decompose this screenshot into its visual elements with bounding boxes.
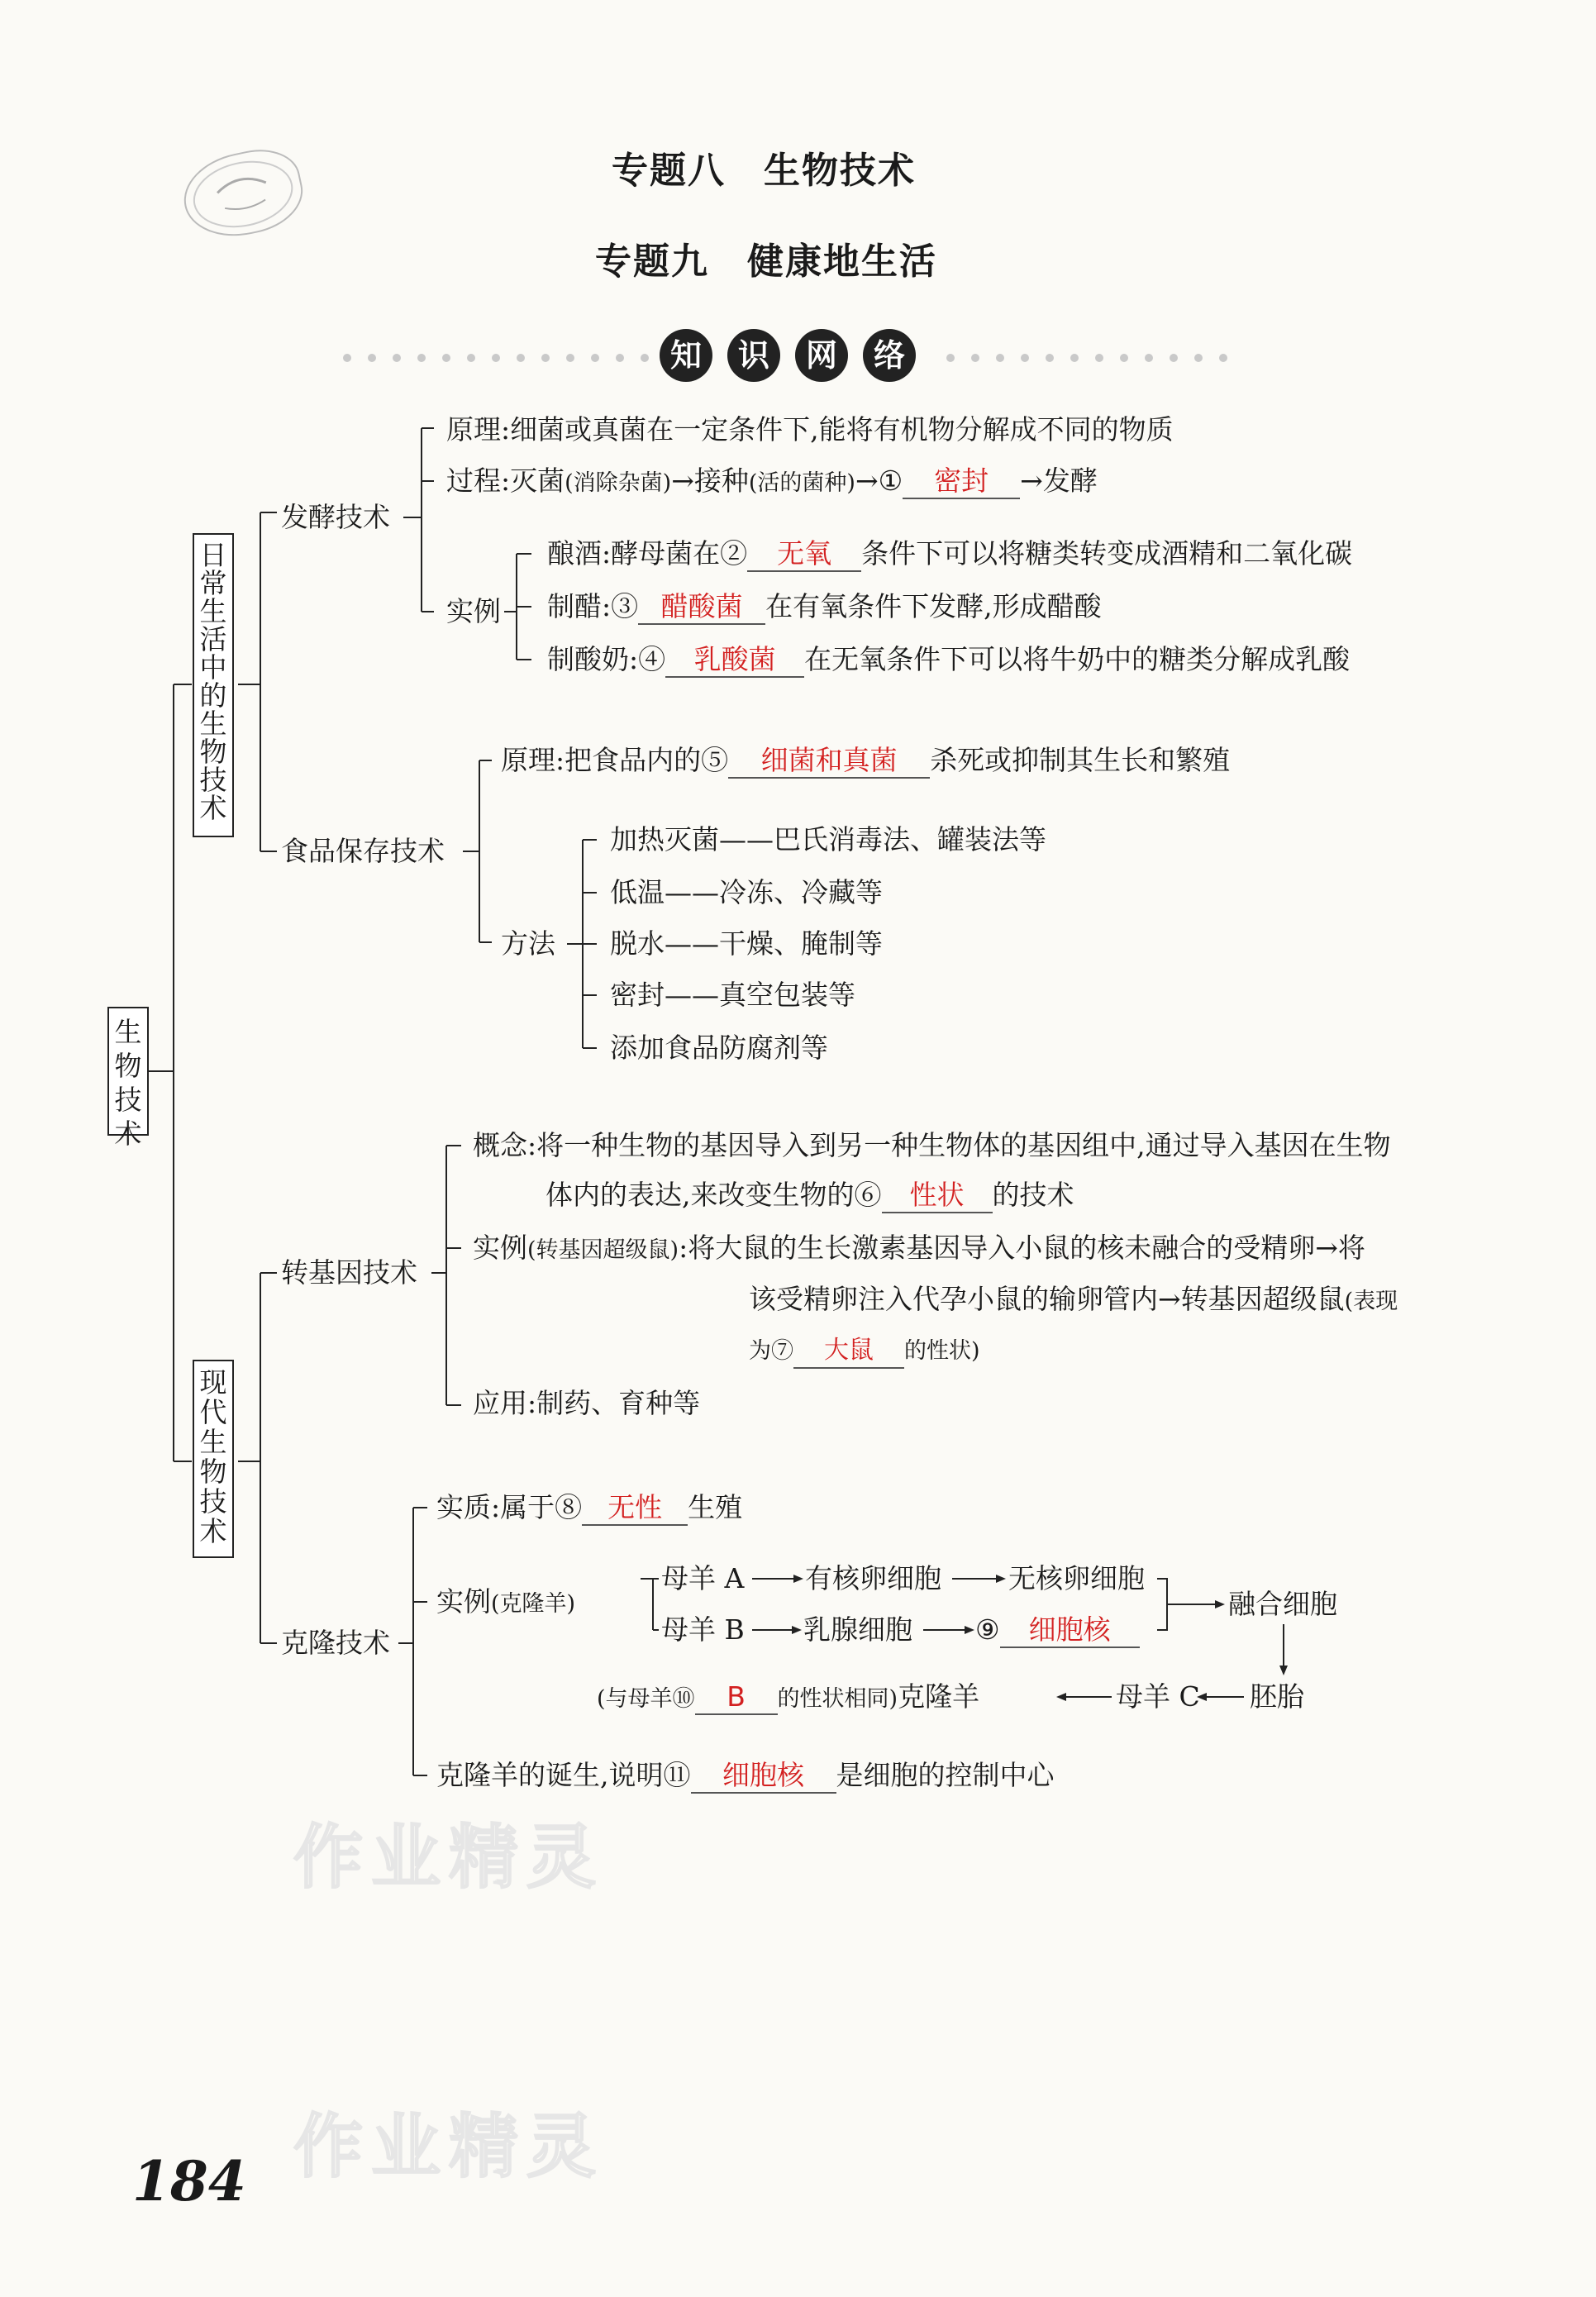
header-char: 识 — [727, 329, 780, 382]
cloning-essence: 实质:属于⑧ 无性 生殖 — [436, 1491, 742, 1526]
header-char: 知 — [660, 329, 712, 382]
fermentation-label: 发酵技术 — [281, 501, 390, 533]
preservation-method: 添加食品防腐剂等 — [610, 1032, 828, 1064]
header-char: 络 — [863, 329, 916, 382]
answer-6: 性状 — [882, 1179, 993, 1213]
answer-7: 大鼠 — [793, 1334, 904, 1369]
fermentation-wine: 酿酒:酵母菌在② 无氧 条件下可以将糖类转变成酒精和二氧化碳 — [547, 537, 1352, 572]
branch-modern-box: 现 代 生 物 技 术 — [193, 1360, 234, 1558]
answer-3: 醋酸菌 — [638, 590, 765, 625]
cloning-label: 克隆技术 — [281, 1627, 390, 1659]
sheep-a-egg: 有核卵细胞 — [805, 1562, 941, 1594]
cloning-example-label: 实例(克隆羊) — [436, 1585, 576, 1618]
fermentation-example-label: 实例 — [446, 595, 501, 627]
preservation-method: 密封——真空包装等 — [610, 979, 855, 1011]
preservation-method: 脱水——干燥、腌制等 — [610, 927, 883, 960]
sheep-b-nucleus: ⑨ 细胞核 — [975, 1613, 1140, 1648]
sheep-c: 母羊 C — [1116, 1680, 1200, 1713]
answer-10: B — [695, 1680, 778, 1715]
cloning-conclusion: 克隆羊的诞生,说明⑪ 细胞核 是细胞的控制中心 — [436, 1759, 1055, 1794]
title-topic-9: 专题九 健康地生活 — [595, 241, 937, 283]
sheep-a-enucleated: 无核卵细胞 — [1008, 1562, 1145, 1594]
fermentation-principle: 原理:细菌或真菌在一定条件下,能将有机物分解成不同的物质 — [446, 413, 1174, 446]
preservation-method-label: 方法 — [501, 927, 555, 960]
preservation-method: 低温——冷冻、冷藏等 — [610, 876, 883, 908]
fermentation-vinegar: 制醋:③ 醋酸菌 在有氧条件下发酵,形成醋酸 — [547, 590, 1102, 625]
transgenic-concept-1: 概念:将一种生物的基因导入到另一种生物体的基因组中,通过导入基因在生物 — [473, 1129, 1391, 1161]
transgenic-label: 转基因技术 — [281, 1256, 417, 1289]
answer-2: 无氧 — [747, 537, 861, 572]
answer-4: 乳酸菌 — [665, 643, 804, 678]
preservation-method: 加热灭菌——巴氏消毒法、罐装法等 — [610, 823, 1046, 855]
preservation-principle: 原理:把食品内的⑤ 细菌和真菌 杀死或抑制其生长和繁殖 — [501, 744, 1230, 779]
transgenic-concept-2: 体内的表达,来改变生物的⑥ 性状 的技术 — [545, 1179, 1074, 1213]
transgenic-example-1: 实例(转基因超级鼠):将大鼠的生长激素基因导入小鼠的核未融合的受精卵→将 — [473, 1232, 1365, 1264]
transgenic-example-3: 为⑦ 大鼠 的性状) — [749, 1334, 980, 1369]
embryo: 胚胎 — [1250, 1680, 1304, 1713]
root-box: 生 物 技 术 — [107, 1007, 149, 1136]
sheep-b-mammary: 乳腺细胞 — [803, 1613, 912, 1646]
answer-11: 细胞核 — [691, 1759, 836, 1794]
answer-9: 细胞核 — [1000, 1613, 1140, 1648]
header-char: 网 — [795, 329, 848, 382]
transgenic-example-2: 该受精卵注入代孕小鼠的输卵管内→转基因超级鼠(表现 — [749, 1283, 1398, 1315]
fermentation-yogurt: 制酸奶:④ 乳酸菌 在无氧条件下可以将牛奶中的糖类分解成乳酸 — [547, 643, 1350, 678]
fermentation-process: 过程:灭菌(消除杂菌)→接种(活的菌种)→① 密封 →发酵 — [446, 465, 1098, 500]
branch-daily-box: 日 常 生 活 中 的 生 物 技 术 — [193, 533, 234, 837]
fused-cell: 融合细胞 — [1228, 1588, 1337, 1620]
sheep-a: 母羊 A — [661, 1562, 745, 1594]
sheep-b: 母羊 B — [661, 1613, 745, 1646]
cloning-row3: (与母羊⑩ B 的性状相同)克隆羊 — [597, 1680, 979, 1716]
answer-8: 无性 — [582, 1491, 688, 1526]
preservation-label: 食品保存技术 — [281, 835, 445, 867]
page-number: 184 — [132, 2149, 246, 2214]
title-topic-8: 专题八 生物技术 — [612, 150, 916, 192]
watermark: 作业精灵 — [293, 1817, 605, 1898]
watermark: 作业精灵 — [293, 2106, 605, 2187]
answer-5: 细菌和真菌 — [728, 744, 930, 779]
answer-1: 密封 — [903, 465, 1020, 499]
transgenic-application: 应用:制药、育种等 — [473, 1387, 701, 1419]
